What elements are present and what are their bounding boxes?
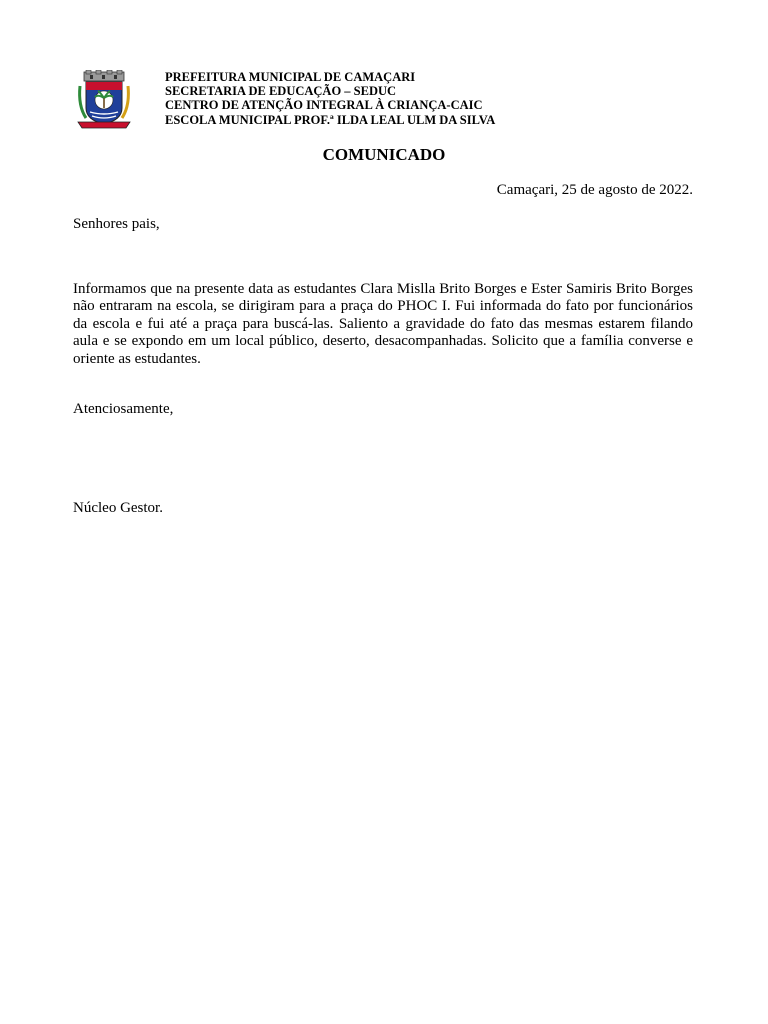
letterhead-line-caic: CENTRO DE ATENÇÃO INTEGRAL À CRIANÇA-CAIC: [165, 98, 483, 113]
letterhead-line-escola: ESCOLA MUNICIPAL PROF.ª ILDA LEAL ULM DA SILVA: [165, 112, 496, 127]
body-paragraph: Informamos que na presente data as estudantes Clara Mislla Brito Borges e Ester Samiris Brito Borges não entraram na escola, se dirigiram para a praça do PHOC I. Fui informada do fato por funcionários da escola e fui até a praça para buscá-las. Saliento a gravidade do fato das mesmas estarem filando aula e se expondo em um local público, deserto, desacompanhadas. Solicito que a família converse e oriente as estudantes.: [73, 281, 693, 367]
signature: Núcleo Gestor.: [73, 500, 163, 516]
closing: Atenciosamente,: [73, 401, 174, 417]
camacari-coat-of-arms-icon: [76, 70, 132, 130]
letterhead-line-secretaria: SECRETARIA DE EDUCAÇÃO – SEDUC: [165, 84, 397, 99]
letterhead-line-prefeitura: PREFEITURA MUNICIPAL DE CAMAÇARI: [165, 70, 416, 84]
letterhead: [165, 70, 705, 127]
document-title: COMUNICADO: [322, 145, 446, 164]
document-date: Camaçari, 25 de agosto de 2022.: [496, 182, 693, 198]
salutation: Senhores pais,: [73, 216, 160, 232]
